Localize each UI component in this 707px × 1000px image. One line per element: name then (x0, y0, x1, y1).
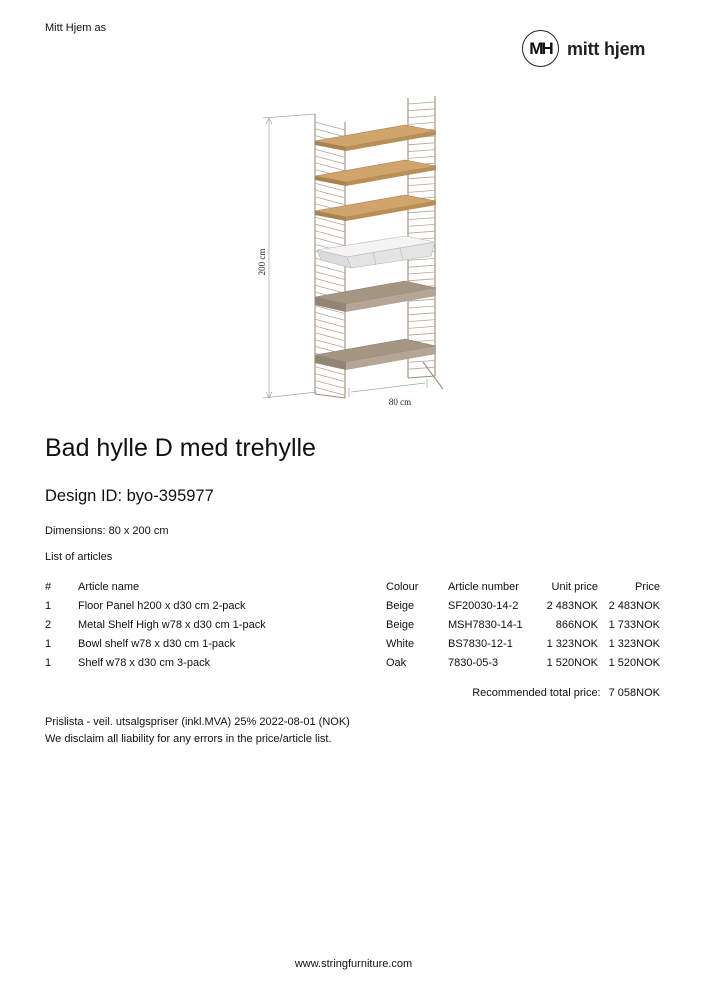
panel-rung (408, 109, 435, 111)
row-unit-price: 866NOK (555, 618, 598, 631)
right-side-rungs (408, 102, 435, 369)
panel-rung (315, 238, 345, 246)
panel-rung (408, 156, 435, 158)
row-price: 1 733NOK (608, 618, 660, 631)
panel-rung (315, 272, 345, 280)
metal-shelf-high (315, 339, 436, 370)
panel-rung (408, 272, 435, 274)
panel-rung (315, 149, 345, 157)
shelf-illustration (255, 92, 455, 412)
header-qty: # (45, 580, 52, 593)
panel-rung (408, 306, 435, 308)
panel-rung (408, 218, 435, 220)
total-price (420, 687, 660, 699)
row-colour: Beige (386, 618, 415, 631)
row-unit-price: 2 483NOK (546, 599, 598, 612)
panel-rung (408, 177, 435, 179)
row-article-name: Shelf w78 x d30 cm 3-pack (78, 656, 211, 669)
panel-rung (408, 190, 435, 192)
panel-rung (315, 374, 345, 382)
row-colour: Beige (386, 599, 415, 612)
panel-rung (315, 224, 345, 232)
oak-shelf (315, 195, 436, 221)
table-header-row (45, 577, 660, 596)
oak-shelf (315, 160, 436, 186)
panel-rung (408, 279, 435, 281)
total-value: 7 058NOK (608, 687, 660, 699)
panel-rung (315, 333, 345, 341)
panel-rung (315, 122, 345, 130)
panel-rung (408, 211, 435, 213)
panel-rung (315, 231, 345, 239)
panel-rung (408, 326, 435, 328)
white-bowl-shelf (317, 236, 435, 268)
dimensions: Dimensions: 80 x 200 cm (45, 525, 169, 537)
row-unit-price: 1 520NOK (546, 656, 598, 669)
header-unit-price: Unit price (551, 580, 598, 593)
design-id: Design ID: byo-395977 (45, 487, 214, 505)
panel-rung (315, 197, 345, 205)
panel-rung (408, 184, 435, 186)
row-qty: 1 (45, 599, 52, 612)
panel-rung (315, 387, 345, 395)
panel-rung (315, 163, 345, 171)
panel-rung (408, 122, 435, 124)
panel-rung (408, 143, 435, 145)
disclaimer-note: We disclaim all liability for any errors in the price/article list. (45, 733, 332, 745)
row-price: 1 323NOK (608, 637, 660, 650)
panel-rung (315, 312, 345, 320)
panel-rung (408, 265, 435, 267)
company-name: Mitt Hjem as (45, 22, 107, 34)
table-row (45, 634, 660, 653)
width-label: 80 cm (388, 397, 412, 407)
panel-rung (408, 313, 435, 315)
articles-heading: List of articles (45, 551, 113, 563)
price-list-note: Prislista - veil. utsalgspriser (inkl.MVA) 25% 2022-08-01 (NOK) (45, 716, 350, 728)
table-row (45, 653, 660, 672)
height-label: 200 cm (257, 248, 267, 276)
panel-rung (315, 278, 345, 286)
row-colour: Oak (386, 656, 407, 669)
footer-website: www.stringfurniture.com (294, 958, 413, 970)
panel-rung (408, 116, 435, 118)
company-logo (522, 30, 662, 70)
row-unit-price: 1 323NOK (546, 637, 598, 650)
table-row (45, 596, 660, 615)
panel-rung (315, 190, 345, 198)
panel-rung (315, 285, 345, 293)
panel-rung (408, 224, 435, 226)
height-dimension-line (263, 114, 317, 398)
page-title: Bad hylle D med trehylle (45, 434, 316, 462)
oak-shelf (315, 125, 436, 151)
row-article-name: Floor Panel h200 x d30 cm 2-pack (78, 599, 246, 612)
row-qty: 2 (45, 618, 52, 631)
articles-table (45, 577, 660, 672)
header-article-name: Article name (78, 580, 140, 593)
row-article-number: 7830-05-3 (448, 656, 499, 669)
panel-rung (408, 360, 435, 362)
panel-rung (315, 340, 345, 348)
width-dimension-line (349, 379, 427, 397)
panel-rung (408, 150, 435, 152)
row-qty: 1 (45, 656, 52, 669)
row-qty: 1 (45, 637, 52, 650)
panel-rung (408, 367, 435, 369)
panel-rung (408, 102, 435, 104)
panel-rung (315, 319, 345, 327)
total-label: Recommended total price: (472, 687, 601, 699)
logo-monogram: MH (522, 30, 559, 67)
panel-rung (315, 265, 345, 273)
row-article-number: MSH7830-14-1 (448, 618, 523, 631)
row-price: 1 520NOK (608, 656, 660, 669)
panel-rung (315, 156, 345, 164)
panel-rung (315, 326, 345, 334)
row-article-number: BS7830-12-1 (448, 637, 513, 650)
panel-rung (315, 129, 345, 137)
panel-rung (408, 231, 435, 233)
header-article-number: Article number (448, 580, 519, 593)
panel-rung (315, 380, 345, 388)
row-price: 2 483NOK (608, 599, 660, 612)
panel-rung (408, 320, 435, 322)
row-colour: White (386, 637, 415, 650)
table-row (45, 615, 660, 634)
panel-rung (408, 333, 435, 335)
header-price: Price (634, 580, 660, 593)
logo-wordmark: mitt hjem (567, 39, 646, 59)
row-article-number: SF20030-14-2 (448, 599, 519, 612)
header-colour: Colour (386, 580, 419, 593)
row-article-name: Bowl shelf w78 x d30 cm 1-pack (78, 637, 236, 650)
row-article-name: Metal Shelf High w78 x d30 cm 1-pack (78, 618, 266, 631)
